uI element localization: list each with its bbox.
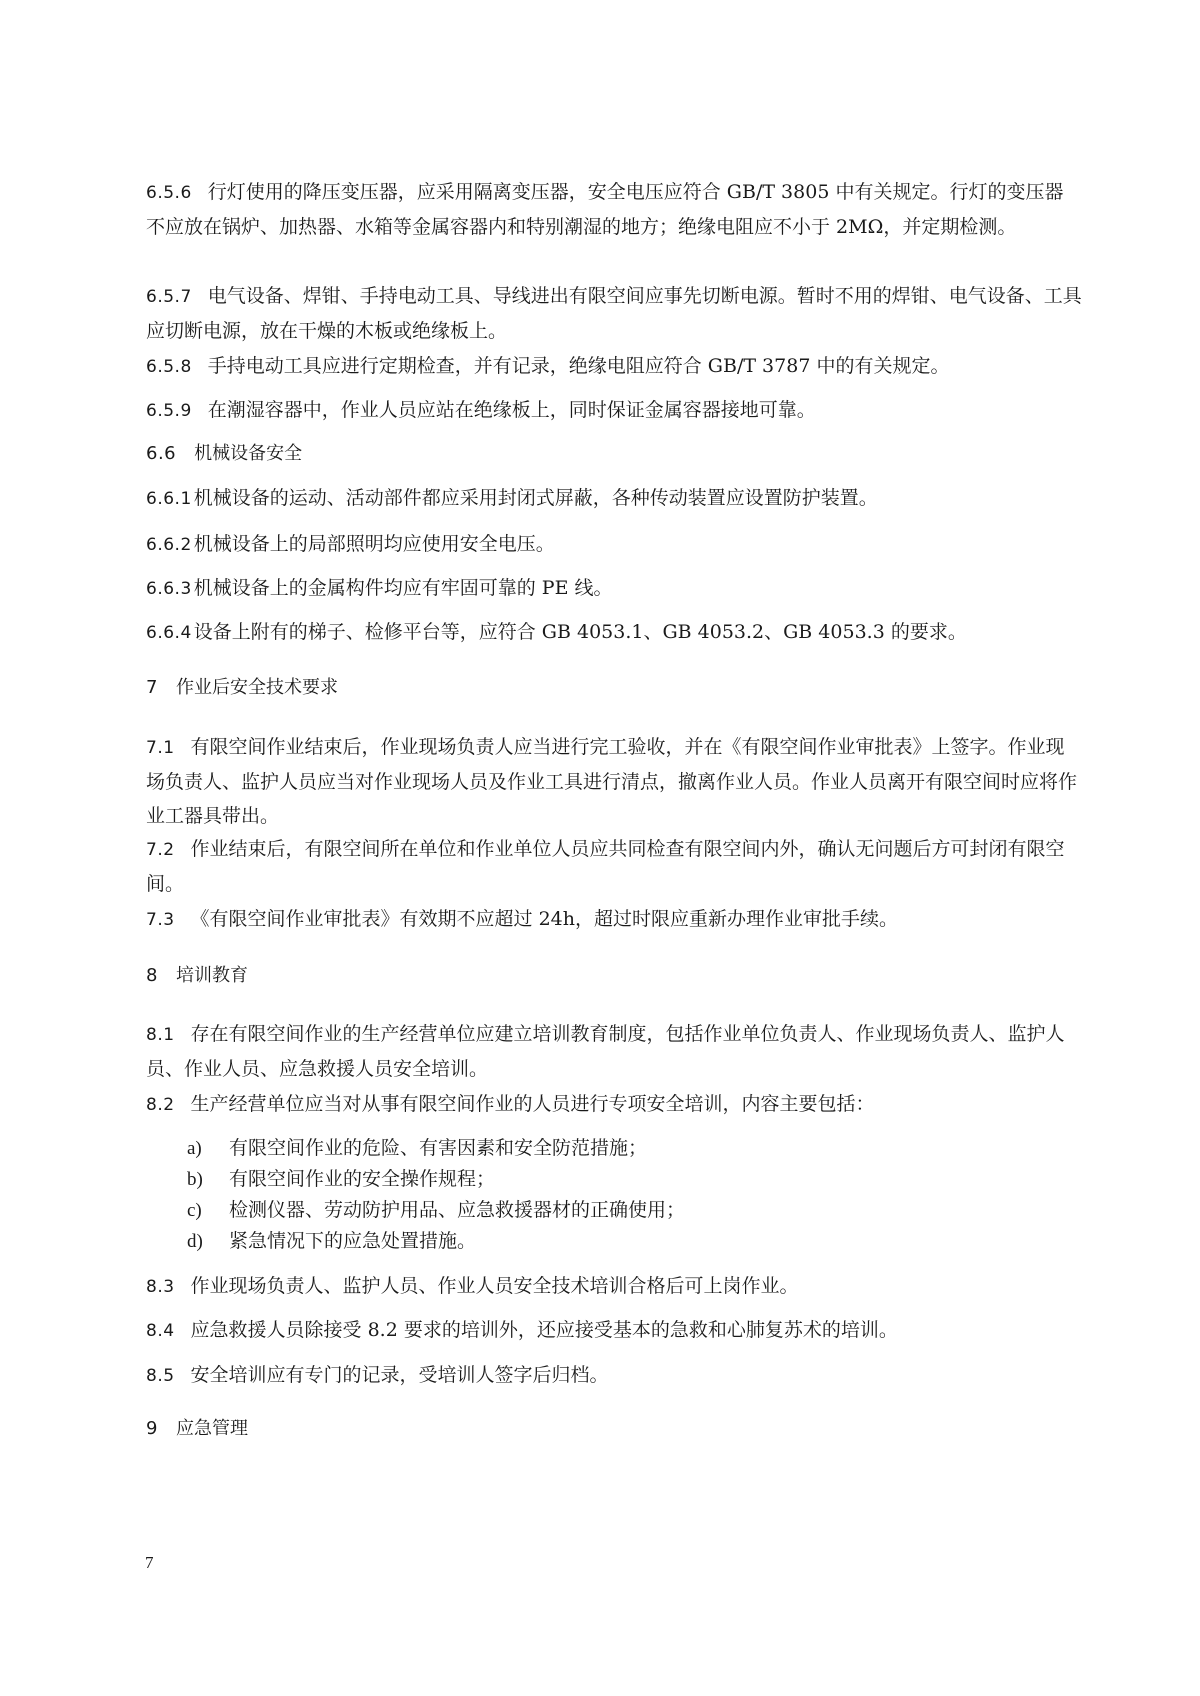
clause-number: 6.5.9 bbox=[146, 401, 192, 421]
section-heading-7 bbox=[146, 673, 338, 703]
section-heading-8 bbox=[146, 961, 248, 991]
clause-6-6-3 bbox=[146, 571, 1082, 606]
clause-number: 8.1 bbox=[146, 1025, 175, 1045]
clause-text: 手持电动工具应进行定期检查，并有记录，绝缘电阻应符合 GB/T 3787 中的有关规定。 bbox=[207, 355, 950, 377]
list-item bbox=[187, 1226, 476, 1257]
clause-6-6-4 bbox=[146, 615, 1082, 650]
clause-number: 7.2 bbox=[146, 840, 175, 860]
section-heading-6-6 bbox=[146, 439, 302, 469]
clause-8-5 bbox=[146, 1358, 1082, 1393]
page-number: 7 bbox=[145, 1553, 154, 1572]
clause-number: 8.5 bbox=[146, 1366, 175, 1386]
clause-number: 8.2 bbox=[146, 1095, 175, 1115]
clause-number: 6.6.3 bbox=[146, 579, 192, 599]
clause-text: 行灯使用的降压变压器，应采用隔离变压器，安全电压应符合 GB/T 3805 中有关规定。行灯的变压器不应放在锅炉、加热器、水箱等金属容器内和特别潮湿的地方；绝缘电阻应不小于 2MΩ，并定期检测。 bbox=[146, 181, 1064, 238]
heading-number: 9 bbox=[146, 1418, 158, 1439]
clause-8-2 bbox=[146, 1087, 1082, 1122]
heading-text: 应急管理 bbox=[175, 1418, 248, 1439]
clause-number: 8.4 bbox=[146, 1321, 175, 1341]
list-text: 有限空间作业的危险、有害因素和安全防范措施； bbox=[229, 1137, 648, 1159]
heading-number: 7 bbox=[146, 677, 158, 698]
clause-text: 安全培训应有专门的记录，受培训人签字后归档。 bbox=[190, 1364, 609, 1386]
list-marker: a) bbox=[187, 1138, 202, 1159]
clause-number: 6.5.8 bbox=[146, 357, 192, 377]
list-marker: b) bbox=[187, 1169, 203, 1190]
list-marker: c) bbox=[187, 1200, 202, 1221]
clause-6-6-2 bbox=[146, 527, 1082, 562]
list-item bbox=[187, 1164, 495, 1195]
clause-text: 作业结束后，有限空间所在单位和作业单位人员应共同检查有限空间内外，确认无问题后方可封闭有限空间。 bbox=[146, 838, 1065, 895]
clause-7-1 bbox=[146, 730, 1082, 833]
clause-text: 存在有限空间作业的生产经营单位应建立培训教育制度，包括作业单位负责人、作业现场负责人、监护人员、作业人员、应急救援人员安全培训。 bbox=[146, 1023, 1065, 1080]
clause-number: 7.3 bbox=[146, 910, 175, 930]
clause-text: 机械设备的运动、活动部件都应采用封闭式屏蔽，各种传动装置应设置防护装置。 bbox=[193, 487, 878, 509]
clause-text: 在潮湿容器中，作业人员应站在绝缘板上，同时保证金属容器接地可靠。 bbox=[207, 399, 816, 421]
clause-7-3 bbox=[146, 902, 1082, 937]
list-item bbox=[187, 1133, 647, 1164]
clause-text: 有限空间作业结束后，作业现场负责人应当进行完工验收，并在《有限空间作业审批表》上签字。作业现场负责人、监护人员应当对作业现场人员及作业工具进行清点，撤离作业人员。作业人员离开有限空间时应将作业工器具带出。 bbox=[146, 736, 1078, 827]
clause-number: 6.5.7 bbox=[146, 287, 192, 307]
clause-number: 7.1 bbox=[146, 738, 175, 758]
clause-6-5-8 bbox=[146, 349, 1082, 384]
clause-number: 6.6.2 bbox=[146, 535, 192, 555]
list-text: 有限空间作业的安全操作规程； bbox=[229, 1168, 496, 1190]
clause-7-2 bbox=[146, 832, 1082, 901]
clause-text: 《有限空间作业审批表》有效期不应超过 24h，超过时限应重新办理作业审批手续。 bbox=[190, 908, 899, 930]
clause-text: 生产经营单位应当对从事有限空间作业的人员进行专项安全培训，内容主要包括： bbox=[190, 1093, 875, 1115]
clause-6-5-6 bbox=[146, 175, 1082, 244]
heading-text: 培训教育 bbox=[175, 965, 248, 986]
clause-text: 作业现场负责人、监护人员、作业人员安全技术培训合格后可上岗作业。 bbox=[190, 1275, 799, 1297]
clause-6-5-9 bbox=[146, 393, 1082, 428]
section-heading-9 bbox=[146, 1414, 248, 1444]
heading-number: 8 bbox=[146, 965, 158, 986]
list-text: 检测仪器、劳动防护用品、应急救援器材的正确使用； bbox=[229, 1199, 686, 1221]
heading-number: 6.6 bbox=[146, 443, 177, 464]
list-item bbox=[187, 1195, 685, 1226]
clause-text: 机械设备上的局部照明均应使用安全电压。 bbox=[193, 533, 555, 555]
heading-text: 作业后安全技术要求 bbox=[175, 677, 338, 698]
clause-number: 6.6.1 bbox=[146, 489, 192, 509]
clause-number: 6.6.4 bbox=[146, 623, 192, 643]
clause-text: 应急救援人员除接受 8.2 要求的培训外，还应接受基本的急救和心肺复苏术的培训。 bbox=[190, 1319, 898, 1341]
clause-6-6-1 bbox=[146, 481, 1082, 516]
clause-text: 电气设备、焊钳、手持电动工具、导线进出有限空间应事先切断电源。暂时不用的焊钳、电气设备、工具应切断电源，放在干燥的木板或绝缘板上。 bbox=[146, 285, 1082, 342]
clause-6-5-7 bbox=[146, 279, 1082, 348]
list-marker: d) bbox=[187, 1231, 203, 1252]
clause-text: 设备上附有的梯子、检修平台等，应符合 GB 4053.1、GB 4053.2、GB 4053.3 的要求。 bbox=[193, 621, 967, 643]
clause-number: 6.5.6 bbox=[146, 183, 192, 203]
clause-8-3 bbox=[146, 1269, 1082, 1304]
heading-text: 机械设备安全 bbox=[194, 443, 303, 464]
clause-8-4 bbox=[146, 1313, 1082, 1348]
clause-number: 8.3 bbox=[146, 1277, 175, 1297]
list-text: 紧急情况下的应急处置措施。 bbox=[229, 1230, 477, 1252]
clause-text: 机械设备上的金属构件均应有牢固可靠的 PE 线。 bbox=[193, 577, 613, 599]
clause-8-1 bbox=[146, 1017, 1082, 1086]
